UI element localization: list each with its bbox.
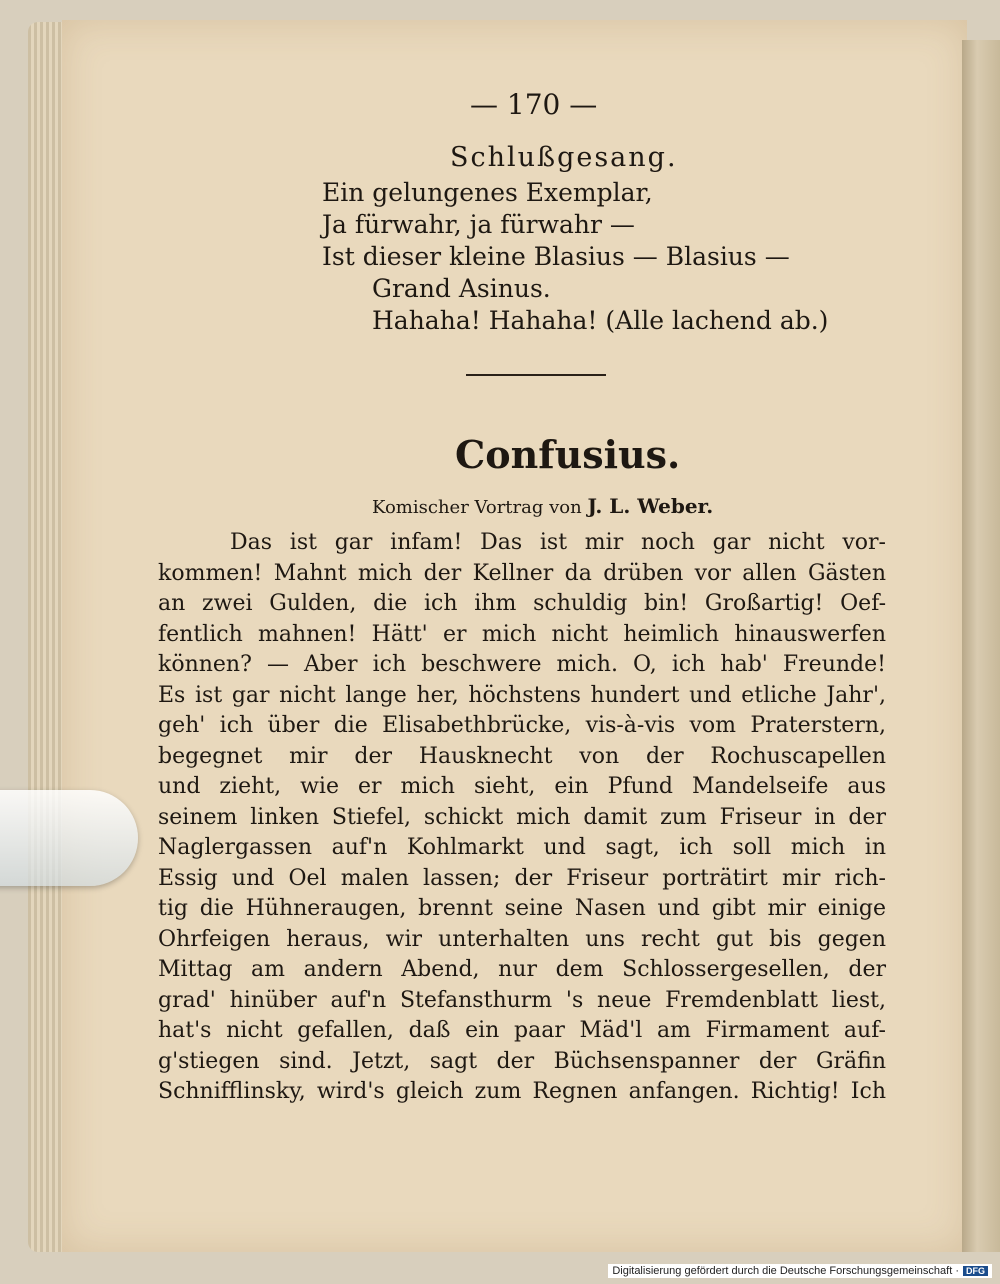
body-line: Schnifflinsky, wird's gleich zum Regnen anfangen. Richtig! Ich: [158, 1079, 886, 1104]
poem-line: Ja fürwahr, ja fürwahr —: [322, 210, 635, 239]
author-name: J. L. Weber.: [587, 494, 714, 518]
section-divider: [466, 374, 606, 376]
poem-line: Hahaha! Hahaha! (Alle lachend ab.): [372, 306, 829, 335]
piece-subtitle: [372, 494, 713, 518]
page-clip: [0, 790, 138, 886]
body-line: kommen! Mahnt mich der Kellner da drüben vor allen Gästen: [158, 560, 886, 586]
body-line: grad' hinüber auf'n Stefansthurm 's neue Fremdenblatt liest,: [158, 987, 886, 1013]
poem-line: Ein gelungenes Exemplar,: [322, 178, 653, 207]
body-line: geh' ich über die Elisabethbrücke, vis-à-vis vom Praterstern,: [158, 713, 886, 738]
digitization-credit: [608, 1264, 992, 1278]
body-line: können? — Aber ich beschwere mich. O, ich hab' Freunde!: [158, 652, 886, 677]
body-line: tig die Hühneraugen, brennt seine Nasen und gibt mir einige: [158, 896, 886, 921]
book-spine-edge: [962, 40, 1000, 1252]
body-line: g'stiegen sind. Jetzt, sagt der Büchsenspanner der Gräfin: [158, 1048, 886, 1074]
dfg-logo: DFG: [963, 1266, 988, 1276]
body-line: hat's nicht gefallen, daß ein paar Mäd'l am Firmament auf-: [158, 1018, 886, 1043]
body-line: Es ist gar nicht lange her, höchstens hundert und etliche Jahr',: [158, 682, 886, 708]
poem-title: Schlußgesang.: [450, 142, 678, 173]
body-line: Essig und Oel malen lassen; der Friseur porträtirt mir rich-: [158, 865, 886, 891]
body-line: begegnet mir der Hausknecht von der Rochuscapellen: [158, 743, 886, 769]
body-text: [158, 530, 886, 1110]
body-line: Ohrfeigen heraus, wir unterhalten uns recht gut bis gegen: [158, 926, 886, 952]
body-line: Das ist gar infam! Das ist mir noch gar nicht vor-: [230, 530, 886, 555]
body-line: und zieht, wie er mich sieht, ein Pfund Mandelseife aus: [158, 774, 886, 799]
poem-line: Grand Asinus.: [372, 274, 551, 303]
body-line: Mittag am andern Abend, nur dem Schlossergesellen, der: [158, 957, 886, 982]
page-number: — 170 —: [470, 88, 598, 121]
body-line: an zwei Gulden, die ich ihm schuldig bin! Großartig! Oef-: [158, 591, 886, 616]
body-line: fentlich mahnen! Hätt' er mich nicht heimlich hinauswerfen: [158, 621, 886, 647]
credit-text: Digitalisierung gefördert durch die Deutsche Forschungsgemeinschaft ·: [612, 1265, 959, 1277]
body-line: seinem linken Stiefel, schickt mich damit zum Friseur in der: [158, 804, 886, 830]
body-line: Naglergassen auf'n Kohlmarkt und sagt, ich soll mich in: [158, 835, 886, 860]
subtitle-prefix: Komischer Vortrag von: [372, 497, 582, 518]
poem-line: Ist dieser kleine Blasius — Blasius —: [322, 242, 790, 271]
piece-title: Confusius.: [455, 432, 681, 477]
